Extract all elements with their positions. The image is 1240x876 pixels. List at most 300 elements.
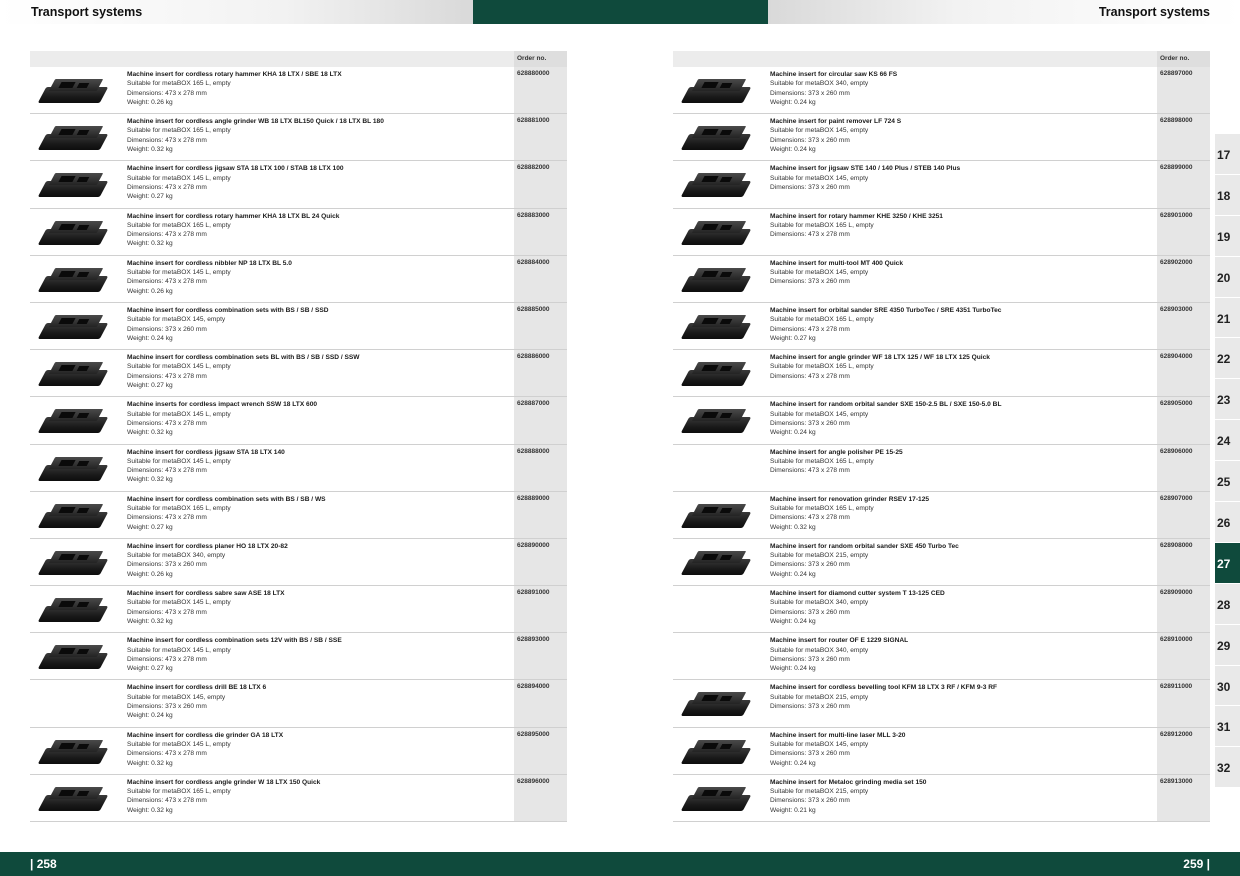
product-table-left: [30, 51, 567, 822]
table-row: [673, 586, 1210, 633]
order-number-cell: [1157, 445, 1210, 491]
section-title-right: Transport systems: [1098, 5, 1210, 19]
product-spec-line: Dimensions: 373 x 260 mm: [770, 136, 850, 144]
product-spec-line: Weight: 0.32 kg: [127, 429, 173, 437]
table-row: [673, 397, 1210, 444]
table-row: [673, 633, 1210, 680]
machine-insert-tray-image: [38, 498, 110, 534]
table-row: [673, 161, 1210, 208]
order-number-cell: [514, 209, 567, 255]
product-title: Machine insert for orbital sander SRE 4350 TurboTec / SRE 4351 TurboTec: [770, 306, 1002, 314]
product-spec-line: Suitable for metaBOX 165 L, empty: [127, 221, 231, 229]
chapter-tab-label: 18: [1217, 188, 1231, 203]
product-spec-line: Dimensions: 473 x 278 mm: [127, 750, 207, 758]
table-row: [30, 633, 567, 680]
order-number: 628895000: [517, 730, 550, 738]
chapter-tab-label: 24: [1217, 434, 1231, 449]
order-number: 628888000: [517, 447, 550, 455]
table-row: [673, 350, 1210, 397]
product-description: [127, 306, 507, 343]
chapter-tab-label: 22: [1217, 352, 1231, 367]
product-title: Machine insert for random orbital sander SXE 450 Turbo Tec: [770, 542, 959, 550]
product-spec-line: Suitable for metaBOX 165 L, empty: [127, 504, 231, 512]
chapter-tab-18[interactable]: [1215, 175, 1240, 216]
product-spec-line: Dimensions: 473 x 278 mm: [127, 514, 207, 522]
order-number-cell: [514, 728, 567, 774]
order-number-cell: [514, 445, 567, 491]
product-title: Machine insert for Metaloc grinding media set 150: [770, 778, 927, 786]
chapter-tab-label: 19: [1217, 229, 1231, 244]
page-number-left: | 258: [30, 857, 57, 871]
product-spec-line: Weight: 0.32 kg: [770, 523, 816, 531]
machine-insert-tray-image: [681, 686, 753, 722]
product-spec-line: Dimensions: 373 x 260 mm: [770, 183, 850, 191]
order-number: 628902000: [1160, 258, 1193, 266]
product-description: [127, 542, 507, 579]
product-title: Machine insert for cordless jigsaw STA 18 LTX 140: [127, 448, 285, 456]
product-spec-line: Weight: 0.32 kg: [127, 617, 173, 625]
product-spec-line: Dimensions: 373 x 260 mm: [127, 325, 207, 333]
order-number-cell: [514, 161, 567, 207]
product-title: Machine insert for multi-tool MT 400 Quick: [770, 259, 903, 267]
product-spec-line: Dimensions: 473 x 278 mm: [127, 467, 207, 475]
machine-insert-tray-image: [38, 734, 110, 770]
order-number: 628884000: [517, 258, 550, 266]
order-number: 628901000: [1160, 211, 1193, 219]
product-spec-line: Suitable for metaBOX 145 L, empty: [127, 599, 231, 607]
machine-insert-tray-image: [681, 545, 753, 581]
table-rows: [673, 67, 1210, 822]
order-number: 628887000: [517, 400, 550, 408]
product-title: Machine insert for cordless combination sets with BS / SB / SSD: [127, 306, 329, 314]
order-number: 628897000: [1160, 70, 1193, 77]
machine-insert-tray-image: [38, 120, 110, 156]
product-spec-line: Weight: 0.27 kg: [127, 193, 173, 201]
order-number: 628886000: [517, 353, 550, 361]
product-spec-line: Weight: 0.26 kg: [127, 287, 173, 295]
order-number-cell: [1157, 728, 1210, 774]
table-row: [673, 775, 1210, 822]
order-number-cell: [514, 492, 567, 538]
order-number: 628894000: [517, 683, 550, 691]
order-number: 628906000: [1160, 447, 1193, 455]
order-number: 628911000: [1160, 683, 1193, 691]
machine-insert-tray-image: [681, 403, 753, 439]
product-description: [770, 117, 1150, 154]
chapter-tab-label: 20: [1217, 270, 1231, 285]
product-spec-line: Suitable for metaBOX 145, empty: [770, 740, 869, 748]
order-number: 628899000: [1160, 164, 1193, 172]
table-row: [30, 350, 567, 397]
chapter-tab-22[interactable]: [1215, 338, 1240, 379]
product-spec-line: Dimensions: 473 x 278 mm: [770, 325, 850, 333]
product-title: Machine insert for multi-line laser MLL 3-20: [770, 731, 906, 739]
product-spec-line: Suitable for metaBOX 145, empty: [770, 127, 869, 135]
chapter-tab-label: 25: [1217, 475, 1231, 490]
product-description: [127, 259, 507, 296]
table-row: [30, 209, 567, 256]
product-description: [127, 70, 507, 107]
table-row: [30, 445, 567, 492]
product-spec-line: Weight: 0.27 kg: [127, 382, 173, 390]
table-row: [673, 67, 1210, 114]
product-spec-line: Dimensions: 473 x 278 mm: [127, 231, 207, 239]
product-description: [127, 495, 507, 532]
order-number: 628881000: [517, 117, 550, 125]
product-title: Machine insert for random orbital sander SXE 150-2.5 BL / SXE 150-5.0 BL: [770, 401, 1002, 409]
order-number-cell: [514, 303, 567, 349]
product-spec-line: Weight: 0.32 kg: [127, 146, 173, 154]
product-spec-line: Suitable for metaBOX 165 L, empty: [770, 363, 874, 371]
product-spec-line: Weight: 0.24 kg: [770, 570, 816, 578]
machine-insert-tray-image: [38, 309, 110, 345]
order-number: 628891000: [517, 589, 550, 597]
table-row: [673, 728, 1210, 775]
page-header: [0, 0, 1240, 24]
product-spec-line: Dimensions: 373 x 260 mm: [770, 608, 850, 616]
product-description: [127, 400, 507, 437]
order-number-cell: [1157, 350, 1210, 396]
product-spec-line: Dimensions: 473 x 278 mm: [770, 372, 850, 380]
order-number: 628890000: [517, 541, 550, 549]
product-title: Machine insert for cordless bevelling tool KFM 18 LTX 3 RF / KFM 9-3 RF: [770, 684, 998, 692]
table-row: [673, 539, 1210, 586]
product-title: Machine insert for cordless rotary hammer KHA 18 LTX BL 24 Quick: [127, 212, 340, 220]
machine-insert-tray-image: [681, 356, 753, 392]
machine-insert-tray-image: [38, 73, 110, 109]
product-spec-line: Weight: 0.32 kg: [127, 806, 173, 814]
product-spec-line: Dimensions: 373 x 260 mm: [770, 655, 850, 663]
order-no-header: Order no.: [1157, 51, 1210, 67]
product-spec-line: Dimensions: 373 x 260 mm: [127, 561, 207, 569]
product-description: [127, 353, 507, 390]
page-footer: [0, 852, 1240, 876]
product-spec-line: Suitable for metaBOX 340, empty: [127, 552, 226, 560]
table-row: [673, 303, 1210, 350]
product-title: Machine insert for router OF E 1229 SIGNAL: [770, 637, 909, 645]
product-spec-line: Weight: 0.27 kg: [127, 665, 173, 673]
product-spec-line: Suitable for metaBOX 145 L, empty: [127, 410, 231, 418]
chapter-tab-label: 32: [1217, 761, 1231, 776]
table-row: [673, 114, 1210, 161]
product-spec-line: Suitable for metaBOX 165 L, empty: [127, 788, 231, 796]
product-description: [127, 117, 507, 154]
product-spec-line: Dimensions: 473 x 278 mm: [127, 183, 207, 191]
table-row: [673, 492, 1210, 539]
machine-insert-tray-image: [681, 781, 753, 817]
table-row: [30, 492, 567, 539]
product-description: [770, 683, 1150, 711]
chapter-tab-25[interactable]: [1215, 461, 1240, 502]
order-number-cell: [1157, 256, 1210, 302]
product-spec-line: Dimensions: 473 x 278 mm: [127, 89, 207, 97]
order-number-cell: [514, 67, 567, 113]
product-spec-line: Suitable for metaBOX 145, empty: [127, 693, 226, 701]
chapter-tab-27[interactable]: [1215, 543, 1240, 584]
product-spec-line: Suitable for metaBOX 145, empty: [770, 269, 869, 277]
product-spec-line: Dimensions: 473 x 278 mm: [770, 467, 850, 475]
product-spec-line: Suitable for metaBOX 145 L, empty: [127, 363, 231, 371]
product-title: Machine insert for angle grinder WF 18 LTX 125 / WF 18 LTX 125 Quick: [770, 354, 990, 362]
order-number: 628885000: [517, 305, 550, 313]
product-spec-line: Suitable for metaBOX 145 L, empty: [127, 174, 231, 182]
table-row: [30, 114, 567, 161]
chapter-tab-label: 30: [1217, 679, 1231, 694]
machine-insert-tray-image: [38, 262, 110, 298]
chapter-tab-label: 29: [1217, 638, 1231, 653]
order-number: 628909000: [1160, 589, 1193, 597]
order-number-cell: [514, 775, 567, 821]
product-spec-line: Weight: 0.24 kg: [127, 712, 173, 720]
product-description: [770, 589, 1150, 626]
product-spec-line: Suitable for metaBOX 145 L, empty: [127, 457, 231, 465]
product-title: Machine insert for cordless planer HO 18 LTX 20-82: [127, 542, 288, 550]
order-number-cell: [1157, 114, 1210, 160]
order-number-cell: [514, 114, 567, 160]
machine-insert-tray-image: [38, 356, 110, 392]
machine-insert-tray-image: [681, 498, 753, 534]
table-row: [30, 775, 567, 822]
product-spec-line: Suitable for metaBOX 215, empty: [770, 788, 869, 796]
product-spec-line: Weight: 0.21 kg: [770, 806, 816, 814]
product-description: [770, 400, 1150, 437]
order-number: 628905000: [1160, 400, 1193, 408]
product-spec-line: Weight: 0.24 kg: [770, 98, 816, 106]
order-number: 628913000: [1160, 777, 1193, 785]
product-spec-line: Dimensions: 473 x 278 mm: [127, 419, 207, 427]
chapter-tab-21[interactable]: [1215, 298, 1240, 339]
product-description: [770, 70, 1150, 107]
product-title: Machine inserts for cordless impact wrench SSW 18 LTX 600: [127, 401, 318, 409]
product-spec-line: Dimensions: 473 x 278 mm: [127, 136, 207, 144]
product-description: [770, 636, 1150, 673]
product-description: [770, 306, 1150, 343]
product-spec-line: Dimensions: 373 x 260 mm: [770, 750, 850, 758]
order-number: 628907000: [1160, 494, 1193, 502]
order-number: 628889000: [517, 494, 550, 502]
order-number: 628910000: [1160, 636, 1193, 644]
product-title: Machine insert for cordless sabre saw ASE 18 LTX: [127, 590, 285, 598]
product-spec-line: Dimensions: 473 x 278 mm: [127, 608, 207, 616]
order-number: 628880000: [517, 70, 550, 77]
chapter-tab-26[interactable]: [1215, 502, 1240, 543]
table-row: [30, 586, 567, 633]
table-row: [30, 256, 567, 303]
product-spec-line: Dimensions: 473 x 278 mm: [127, 655, 207, 663]
product-spec-line: Suitable for metaBOX 145 L, empty: [127, 740, 231, 748]
machine-insert-tray-image: [681, 309, 753, 345]
table-row: [673, 256, 1210, 303]
machine-insert-tray-image: [681, 734, 753, 770]
product-title: Machine insert for cordless combination sets 12V with BS / SB / SSE: [127, 637, 342, 645]
order-number-cell: [1157, 161, 1210, 207]
product-description: [127, 448, 507, 485]
product-spec-line: Suitable for metaBOX 165 L, empty: [127, 127, 231, 135]
product-description: [770, 353, 1150, 381]
product-spec-line: Suitable for metaBOX 145, empty: [127, 316, 226, 324]
product-spec-line: Dimensions: 473 x 278 mm: [770, 514, 850, 522]
chapter-tab-label: 17: [1217, 148, 1231, 162]
order-number-cell: [514, 633, 567, 679]
product-spec-line: Dimensions: 373 x 260 mm: [770, 278, 850, 286]
chapter-tab-23[interactable]: [1215, 379, 1240, 420]
order-number: 628898000: [1160, 117, 1193, 125]
order-number-cell: [1157, 67, 1210, 113]
product-title: Machine insert for angle polisher PE 15-25: [770, 448, 903, 456]
chapter-tab-28[interactable]: [1215, 584, 1240, 625]
order-number-cell: [1157, 775, 1210, 821]
product-description: [770, 778, 1150, 815]
table-row: [30, 67, 567, 114]
product-title: Machine insert for cordless combination sets BL with BS / SB / SSD / SSW: [127, 354, 360, 362]
machine-insert-tray-image: [38, 167, 110, 203]
product-spec-line: Dimensions: 473 x 278 mm: [127, 278, 207, 286]
chapter-tab-30[interactable]: [1215, 666, 1240, 707]
product-spec-line: Dimensions: 373 x 260 mm: [770, 561, 850, 569]
machine-insert-tray-image: [38, 451, 110, 487]
order-number-cell: [1157, 492, 1210, 538]
table-row: [673, 680, 1210, 727]
product-title: Machine insert for cordless angle grinder WB 18 LTX BL150 Quick / 18 LTX BL 180: [127, 118, 384, 126]
product-spec-line: Weight: 0.24 kg: [770, 665, 816, 673]
chapter-tab-32[interactable]: [1215, 747, 1240, 788]
product-spec-line: Suitable for metaBOX 165 L, empty: [770, 504, 874, 512]
product-description: [127, 589, 507, 626]
product-title: Machine insert for cordless jigsaw STA 18 LTX 100 / STAB 18 LTX 100: [127, 165, 344, 173]
product-spec-line: Dimensions: 373 x 260 mm: [770, 797, 850, 805]
product-title: Machine insert for paint remover LF 724 S: [770, 118, 902, 126]
product-spec-line: Weight: 0.24 kg: [770, 429, 816, 437]
order-number-cell: [1157, 303, 1210, 349]
order-number-cell: [514, 397, 567, 443]
product-title: Machine insert for jigsaw STE 140 / 140 Plus / STEB 140 Plus: [770, 165, 961, 173]
product-spec-line: Dimensions: 373 x 260 mm: [770, 703, 850, 711]
product-spec-line: Suitable for metaBOX 145 L, empty: [127, 646, 231, 654]
order-number-cell: [1157, 586, 1210, 632]
product-description: [770, 495, 1150, 532]
machine-insert-tray-image: [38, 403, 110, 439]
product-spec-line: Suitable for metaBOX 165 L, empty: [770, 221, 874, 229]
product-spec-line: Weight: 0.27 kg: [770, 334, 816, 342]
product-spec-line: Weight: 0.27 kg: [127, 523, 173, 531]
product-spec-line: Weight: 0.26 kg: [127, 98, 173, 106]
product-spec-line: Weight: 0.24 kg: [770, 146, 816, 154]
page-number-right: 259 |: [1183, 857, 1210, 871]
machine-insert-tray-image: [681, 262, 753, 298]
product-spec-line: Suitable for metaBOX 340, empty: [770, 80, 869, 88]
order-number-cell: [1157, 209, 1210, 255]
product-title: Machine insert for cordless angle grinder W 18 LTX 150 Quick: [127, 778, 321, 786]
table-header: [30, 51, 567, 67]
machine-insert-tray-image: [38, 639, 110, 675]
chapter-tab-label: 31: [1217, 720, 1231, 735]
product-spec-line: Suitable for metaBOX 215, empty: [770, 693, 869, 701]
chapter-tab-31[interactable]: [1215, 706, 1240, 747]
order-number-cell: [514, 350, 567, 396]
product-spec-line: Weight: 0.24 kg: [770, 617, 816, 625]
order-number: 628893000: [517, 636, 550, 644]
product-title: Machine insert for rotary hammer KHE 3250 / KHE 3251: [770, 212, 943, 220]
product-table-right: [673, 51, 1210, 822]
product-title: Machine insert for cordless drill BE 18 LTX 6: [127, 684, 267, 692]
table-rows: [30, 67, 567, 822]
product-spec-line: Dimensions: 373 x 260 mm: [127, 703, 207, 711]
product-description: [770, 212, 1150, 240]
chapter-tab-29[interactable]: [1215, 625, 1240, 666]
chapter-tab-24[interactable]: [1215, 420, 1240, 461]
chapter-tab-19[interactable]: [1215, 216, 1240, 257]
product-spec-line: Weight: 0.32 kg: [127, 240, 173, 248]
order-number-cell: [514, 539, 567, 585]
product-description: [127, 636, 507, 673]
machine-insert-tray-image: [681, 120, 753, 156]
machine-insert-tray-image: [681, 73, 753, 109]
product-title: Machine insert for cordless nibbler NP 18 LTX BL 5.0: [127, 259, 292, 267]
product-title: Machine insert for cordless combination sets with BS / SB / WS: [127, 495, 326, 503]
product-title: Machine insert for renovation grinder RSEV 17-125: [770, 495, 930, 503]
product-spec-line: Dimensions: 473 x 278 mm: [770, 231, 850, 239]
table-row: [673, 445, 1210, 492]
order-number-cell: [514, 680, 567, 726]
machine-insert-tray-image: [681, 167, 753, 203]
machine-insert-tray-image: [38, 781, 110, 817]
product-title: Machine insert for circular saw KS 66 FS: [770, 71, 898, 78]
order-number: 628883000: [517, 211, 550, 219]
table-row: [673, 209, 1210, 256]
order-number: 628896000: [517, 777, 550, 785]
order-number: 628904000: [1160, 353, 1193, 361]
machine-insert-tray-image: [38, 545, 110, 581]
product-description: [770, 448, 1150, 476]
product-description: [127, 164, 507, 201]
product-spec-line: Weight: 0.24 kg: [127, 334, 173, 342]
product-spec-line: Suitable for metaBOX 165 L, empty: [127, 80, 231, 88]
product-spec-line: Dimensions: 373 x 260 mm: [770, 89, 850, 97]
chapter-tab-20[interactable]: [1215, 257, 1240, 298]
order-no-header: Order no.: [514, 51, 567, 67]
product-title: Machine insert for cordless die grinder GA 18 LTX: [127, 731, 284, 739]
product-description: [770, 731, 1150, 768]
product-spec-line: Suitable for metaBOX 340, empty: [770, 599, 869, 607]
table-row: [30, 728, 567, 775]
header-center-band: [473, 0, 768, 24]
order-number: 628882000: [517, 164, 550, 172]
product-description: [127, 212, 507, 249]
table-row: [30, 397, 567, 444]
table-row: [30, 303, 567, 350]
order-number: 628908000: [1160, 541, 1193, 549]
chapter-tab-17[interactable]: [1215, 134, 1240, 175]
chapter-index-tabs: [1215, 134, 1240, 788]
product-spec-line: Dimensions: 373 x 260 mm: [770, 419, 850, 427]
table-row: [30, 539, 567, 586]
chapter-tab-label: 28: [1217, 597, 1231, 612]
product-spec-line: Suitable for metaBOX 145, empty: [770, 410, 869, 418]
product-title: Machine insert for diamond cutter system T 13-125 CED: [770, 590, 945, 598]
order-number-cell: [1157, 633, 1210, 679]
product-spec-line: Weight: 0.32 kg: [127, 759, 173, 767]
table-row: [30, 680, 567, 727]
product-title: Machine insert for cordless rotary hammer KHA 18 LTX / SBE 18 LTX: [127, 71, 342, 78]
product-spec-line: Suitable for metaBOX 165 L, empty: [770, 316, 874, 324]
order-number-cell: [514, 256, 567, 302]
product-spec-line: Dimensions: 473 x 278 mm: [127, 797, 207, 805]
product-spec-line: Weight: 0.24 kg: [770, 759, 816, 767]
product-description: [770, 542, 1150, 579]
chapter-tab-label: 21: [1217, 311, 1231, 326]
product-spec-line: Weight: 0.32 kg: [127, 476, 173, 484]
product-spec-line: Suitable for metaBOX 145, empty: [770, 174, 869, 182]
